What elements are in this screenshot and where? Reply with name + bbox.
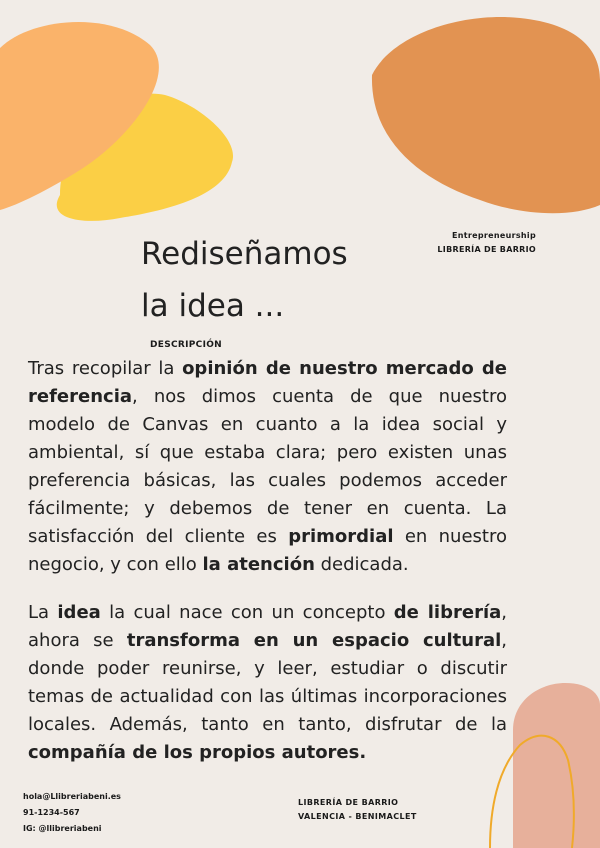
title-line-2: la idea ... <box>141 288 285 324</box>
bold-text: de librería <box>393 602 502 623</box>
body-text: dedicada. <box>314 554 409 575</box>
contact-phone: 91-1234-567 <box>23 808 80 817</box>
footer-brand-location: VALENCIA - BENIMACLET <box>298 812 417 821</box>
body-text: la cual nace con un concepto <box>100 602 394 623</box>
bold-text: la atención <box>202 554 315 575</box>
body-text: , donde poder reunirse, y leer, estudiar o discutir temas de actualidad con las últimas incorporaciones locales. Además, tanto en tanto, disfrutar de la <box>28 630 508 735</box>
page-title <box>141 228 348 332</box>
contact-info <box>23 789 121 837</box>
bold-text: compañía de los propios autores. <box>28 742 367 763</box>
footer-brand <box>298 796 417 824</box>
bold-text: opinión de nuestro mercado de referencia <box>28 358 508 407</box>
bold-text: idea <box>57 602 101 623</box>
title-line-1: Rediseñamos <box>141 236 348 272</box>
header-tag <box>437 229 536 257</box>
tag-brand: LIBRERÍA DE BARRIO <box>437 245 536 254</box>
body-text: La <box>28 602 58 623</box>
body-text: , nos dimos cuenta de que nuestro modelo de Canvas en cuanto a la idea social y ambiental, sí que estaba clara; pero existen unas preferencia básicas, las cuales podemos acceder fácilmente; y debemos de tener en cuenta. La satisfacción del cliente es <box>28 386 507 547</box>
pink-blob <box>513 683 600 848</box>
body-text: , ahora se <box>28 602 507 651</box>
bold-text: primordial <box>288 526 394 547</box>
body-text: Tras recopilar la <box>28 358 183 379</box>
paragraph-1 <box>28 355 507 579</box>
section-label: DESCRIPCIÓN <box>150 340 223 350</box>
paragraph-2 <box>28 599 507 767</box>
footer-brand-name: LIBRERÍA DE BARRIO <box>298 798 399 807</box>
contact-instagram: IG: @llibreriabeni <box>23 824 102 833</box>
body-text: en nuestro negocio, y con ello <box>28 526 507 575</box>
bold-text: transforma en un espacio cultural <box>126 630 502 651</box>
contact-email: hola@Llibreriabeni.es <box>23 792 121 801</box>
orange-blob <box>372 17 600 213</box>
tag-category: Entrepreneurship <box>452 231 536 240</box>
